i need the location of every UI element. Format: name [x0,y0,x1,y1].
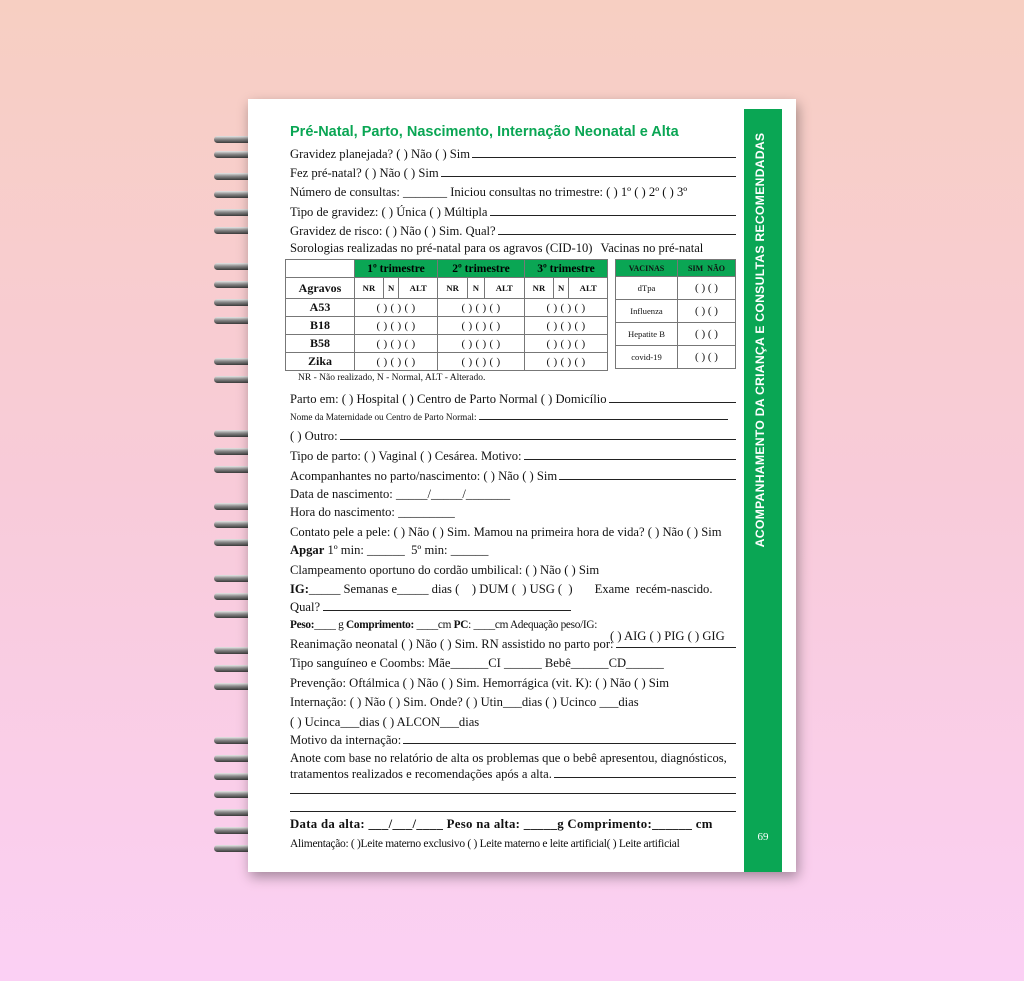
form-line [290,503,736,521]
vaccines-table [615,259,736,369]
row-label: A53 [286,299,355,317]
row-label: B18 [286,317,355,335]
checkbox-group[interactable]: ( ) ( ) ( ) [438,335,525,353]
form-line [290,164,736,182]
form-label: Acompanhantes no parto/nascimento: ( ) Não ( ) Sim [290,469,558,483]
form-label[interactable]: ____ g [314,619,347,631]
checkbox-group[interactable]: ( ) ( ) ( ) [355,353,438,371]
vaccine-name: dTpa [616,277,678,300]
adequacy-options[interactable]: ( ) AIG ( ) PIG ( ) GIG [610,629,725,643]
form-line [290,781,736,799]
ig-label: IG: [290,582,309,596]
form-label[interactable]: : ____cm Adequação peso/IG: [468,619,598,631]
form-label[interactable]: Data de nascimento: _____/_____/_______ [290,487,511,501]
feeding-options[interactable]: Alimentação: ( )Leite materno exclusivo ( ) Leite materno e leite artificial( ) Leite artificial [290,838,680,850]
form-label: tratamentos realizados e recomendações após a alta. [290,767,552,781]
form-label[interactable]: Tipo sanguíneo e Coombs: Mãe______CI ______ Bebê______CD______ [290,656,664,670]
form-line [290,835,736,853]
form-label[interactable]: 1º min: ______ 5º min: ______ [324,543,489,557]
checkbox-group[interactable]: ( ) ( ) ( ) [355,317,438,335]
col-nr: NR [355,278,384,299]
apgar-label: Apgar [290,543,325,557]
answer-field[interactable] [479,407,728,420]
answer-field[interactable] [472,145,736,158]
answer-field[interactable] [403,731,736,744]
form-label: Reanimação neonatal ( ) Não ( ) Sim. RN assistido no parto por: [290,637,614,651]
answer-field[interactable] [498,222,736,235]
form-label: Qual? [290,600,321,614]
form-line [290,523,736,541]
answer-field[interactable] [609,390,736,403]
checkbox-group[interactable]: ( ) ( ) ( ) [355,335,438,353]
form-line [290,467,736,485]
form-line [290,635,736,653]
form-line [290,183,736,201]
answer-field[interactable] [559,467,736,480]
vaccine-name: Hepatite B [616,323,678,346]
answer-field[interactable] [340,427,736,440]
form-line [290,598,736,616]
col-alt: ALT [399,278,438,299]
answer-field[interactable] [554,765,736,778]
form-label: Motivo da internação: [290,733,402,747]
checkbox-group[interactable]: ( ) ( ) [678,323,736,346]
form-label: Parto em: ( ) Hospital ( ) Centro de Parto Normal ( ) Domicílio [290,392,607,406]
answer-field[interactable] [290,799,736,812]
checkbox-group[interactable]: ( ) ( ) ( ) [438,353,525,371]
length-label: Comprimento: [346,619,414,631]
form-label[interactable]: Hora do nascimento: _________ [290,505,455,519]
serology-table [285,259,608,371]
form-line [290,654,736,672]
agravos-header: Agravos [286,278,355,299]
table-row [616,277,736,300]
form-label: ( ) Ucinca___dias ( ) ALCON___dias [290,715,480,729]
yes-no-header [678,260,736,277]
form-line [290,580,736,598]
vaccine-name: covid-19 [616,346,678,369]
form-label: Fez pré-natal? ( ) Não ( ) Sim [290,166,439,180]
checkbox-group[interactable]: ( ) ( ) ( ) [525,335,608,353]
form-label: Vacinas no pré-natal [600,241,704,255]
page-number: 69 [757,831,769,843]
form-label: Sorologias realizadas no pré-natal para os agravos (CID-10) [290,241,593,255]
checkbox-group[interactable]: ( ) ( ) ( ) [438,317,525,335]
checkbox-group[interactable]: ( ) ( ) ( ) [438,299,525,317]
col-alt: ALT [484,278,524,299]
form-line [290,541,736,559]
table-corner [286,260,355,278]
form-label: Tipo de parto: ( ) Vaginal ( ) Cesárea. Motivo: [290,449,522,463]
page-title: Pré-Natal, Parto, Nascimento, Internação Neonatal e Alta [290,124,679,140]
answer-field[interactable] [441,164,736,177]
form-label: Nome da Maternidade ou Centro de Parto Normal: [290,412,477,422]
form-line [290,427,736,445]
notebook-page [248,99,796,872]
form-line [290,485,736,503]
table-row [616,300,736,323]
col-n: N [468,278,484,299]
pc-label: PC [453,619,469,631]
form-label: Contato pele a pele: ( ) Não ( ) Sim. Mamou na primeira hora de vida? ( ) Não ( ) Sim [290,525,722,539]
answer-field[interactable] [616,635,736,648]
table-row [286,299,608,317]
section-sidebar [744,109,782,872]
answer-field[interactable] [290,781,736,794]
col-n: N [553,278,569,299]
table-row [286,353,608,371]
form-line [290,203,736,221]
form-label: Tipo de gravidez: ( ) Única ( ) Múltipla [290,205,488,219]
discharge-line[interactable]: Data da alta: ___/___/____ Peso na alta: _____g Comprimento:______ cm [290,817,713,831]
no-header: NÃO [707,263,725,273]
table-row [286,317,608,335]
vaccine-name: Influenza [616,300,678,323]
table-row [616,346,736,369]
form-label: Gravidez planejada? ( ) Não ( ) Sim [290,147,471,161]
answer-field[interactable] [323,598,571,611]
table-row [616,323,736,346]
form-label: Número de consultas: _______ Iniciou consultas no trimestre: ( ) 1º ( ) 2º ( ) 3º [290,185,688,199]
col-alt: ALT [569,278,608,299]
form-line [290,447,736,465]
checkbox-group[interactable]: ( ) ( ) ( ) [355,299,438,317]
trimester-header: 1º trimestre [355,260,438,278]
row-label: B58 [286,335,355,353]
form-line [290,693,736,711]
form-label: Prevenção: Oftálmica ( ) Não ( ) Sim. Hemorrágica (vit. K): ( ) Não ( ) Sim [290,676,670,690]
trimester-header: 2º trimestre [438,260,525,278]
form-label[interactable]: _____ Semanas e_____ dias ( ) DUM ( ) USG ( ) Exame recém-nascido. [308,582,713,596]
form-line [290,222,736,240]
sidebar-title: ACOMPANHAMENTO DA CRIANÇA E CONSULTAS RECOMENDADAS [753,132,767,548]
form-line [290,674,736,692]
form-line [290,731,736,749]
form-label: Internação: ( ) Não ( ) Sim. Onde? ( ) Utin___dias ( ) Ucinco ___dias [290,695,639,709]
row-label: Zika [286,353,355,371]
trimester-header: 3º trimestre [525,260,608,278]
form-line [290,239,736,257]
form-line [290,390,736,408]
checkbox-group[interactable]: ( ) ( ) [678,300,736,323]
form-line [290,407,736,425]
form-line [290,815,736,833]
answer-field[interactable] [524,447,736,460]
form-line [290,145,736,163]
col-nr: NR [525,278,554,299]
checkbox-group[interactable]: ( ) ( ) ( ) [525,299,608,317]
table-legend: NR - Não realizado, N - Normal, ALT - Alterado. [298,373,486,383]
checkbox-group[interactable]: ( ) ( ) ( ) [525,353,608,371]
form-label: Anote com base no relatório de alta os problemas que o bebê apresentou, diagnósticos, [290,751,727,765]
answer-field[interactable] [490,203,737,216]
form-line [290,561,736,579]
checkbox-group[interactable]: ( ) ( ) ( ) [525,317,608,335]
col-nr: NR [438,278,468,299]
form-label: ( ) Outro: [290,429,338,443]
yes-header: SIM [688,263,704,273]
vaccines-header: VACINAS [616,260,678,277]
weight-label: Peso: [290,619,315,631]
form-label: Clampeamento oportuno do cordão umbilical: ( ) Não ( ) Sim [290,563,600,577]
form-label[interactable]: ____cm [413,619,454,631]
form-label: Gravidez de risco: ( ) Não ( ) Sim. Qual? [290,224,496,238]
table-row [286,335,608,353]
form-line [290,713,736,731]
checkbox-group[interactable]: ( ) ( ) [678,346,736,369]
checkbox-group[interactable]: ( ) ( ) [678,277,736,300]
col-n: N [383,278,399,299]
